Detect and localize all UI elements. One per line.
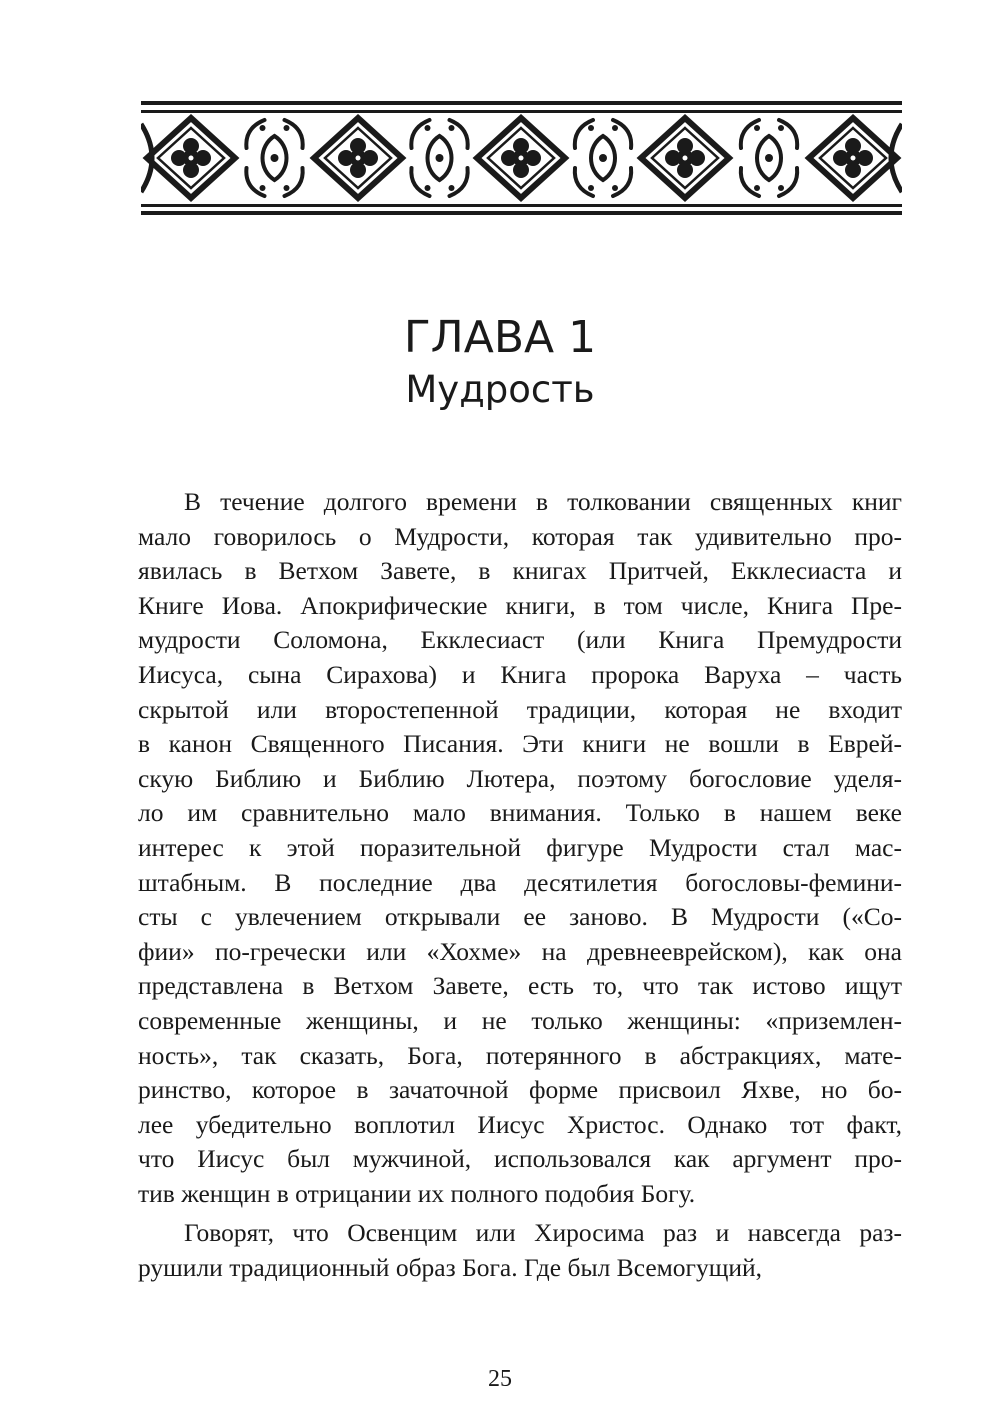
text-line: ло им сравнительно мало внимания. Только в нашем веке bbox=[138, 798, 902, 828]
text-line: тив женщин в отрицании их полного подобия Богу. bbox=[138, 1178, 696, 1208]
text-line: в канон Священного Писания. Эти книги не вошли в Еврей- bbox=[138, 729, 902, 759]
text-line: штабным. В последние два десятилетия богословы-фемини- bbox=[138, 867, 902, 897]
page-number: 25 bbox=[488, 1366, 512, 1392]
paragraph-1 bbox=[138, 485, 902, 1211]
text-line: рушили традиционный образ Бога. Где был Всемогущий, bbox=[138, 1253, 763, 1283]
body-text bbox=[138, 485, 902, 1286]
text-line: Книге Иова. Апокрифические книги, в том числе, Книга Пре- bbox=[138, 590, 902, 620]
text-line: современные женщины, и не только женщины: «приземлен- bbox=[138, 1005, 902, 1035]
chapter-number: ГЛАВА 1 bbox=[403, 312, 597, 363]
text-line: мудрости Соломона, Екклесиаст (или Книга Премудрости bbox=[138, 625, 902, 655]
text-line: фии» по-гречески или «Хохме» на древнееврейском), как она bbox=[138, 936, 902, 966]
text-line: скую Библию и Библию Лютера, поэтому богословие уделя- bbox=[138, 763, 902, 793]
text-line: ринство, которое в зачаточной форме присвоил Яхве, но бо- bbox=[138, 1075, 902, 1105]
paragraph-2 bbox=[138, 1216, 902, 1285]
text-line: Иисуса, сына Сирахова) и Книга пророка Варуха – часть bbox=[138, 659, 902, 689]
text-line: представлена в Ветхом Завете, есть то, что так истово ищут bbox=[138, 971, 902, 1001]
text-line: мало говорилось о Мудрости, которая так удивительно про- bbox=[138, 521, 902, 551]
text-line: сты с увлечением открывали ее заново. В Мудрости («Со- bbox=[138, 902, 902, 932]
text-line: В течение долгого времени в толковании священных книг bbox=[184, 487, 902, 516]
text-line: явилась в Ветхом Завете, в книгах Притчей, Екклесиаста и bbox=[138, 556, 902, 586]
text-line: Говорят, что Освенцим или Хиросима раз и навсегда раз- bbox=[184, 1218, 902, 1248]
text-line: ность», так сказать, Бога, потерянного в абстракциях, мате- bbox=[138, 1040, 902, 1070]
chapter-title: Мудрость bbox=[405, 368, 595, 411]
text-line: скрытой или второстепенной традиции, которая не входит bbox=[138, 694, 902, 724]
ornamental-border-icon bbox=[141, 101, 902, 216]
text-line: лее убедительно воплотил Иисус Христос. Однако тот факт, bbox=[138, 1109, 902, 1139]
text-line: интерес к этой поразительной фигуре Мудрости стал мас- bbox=[138, 832, 902, 862]
text-line: что Иисус был мужчиной, использовался как аргумент про- bbox=[138, 1144, 902, 1174]
ornamental-border bbox=[141, 101, 902, 216]
